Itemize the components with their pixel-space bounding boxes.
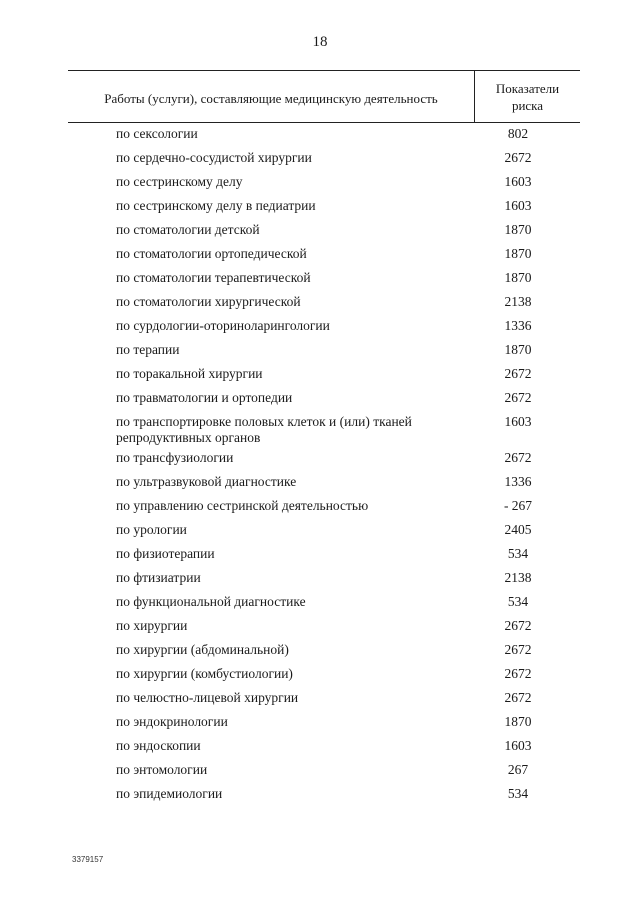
row-risk-value: 2138 (504, 294, 532, 309)
row-risk-value: - 267 (503, 498, 533, 513)
table-row (116, 412, 556, 448)
table-row (116, 268, 556, 292)
row-risk-value: 1336 (504, 474, 532, 489)
table-row (116, 520, 556, 544)
table-row (116, 196, 556, 220)
table-row (116, 220, 556, 244)
table-header (68, 70, 580, 123)
row-risk-value: 2672 (504, 390, 532, 405)
table-row (116, 568, 556, 592)
table-row (116, 148, 556, 172)
row-risk-value: 2672 (504, 690, 532, 705)
row-label: по урологии (116, 522, 187, 537)
row-label: по сурдологии-оториноларингологии (116, 318, 330, 333)
row-label: по эндоскопии (116, 738, 201, 753)
row-label: по стоматологии терапевтической (116, 270, 311, 285)
row-risk-value: 1870 (504, 714, 532, 729)
row-risk-value: 2672 (504, 366, 532, 381)
row-label: по торакальной хирургии (116, 366, 263, 381)
row-label: по стоматологии детской (116, 222, 260, 237)
row-risk-value: 1870 (504, 270, 532, 285)
row-label: по хирургии (116, 618, 188, 633)
table-row (116, 688, 556, 712)
table-row (116, 448, 556, 472)
header-risk-line1: Показатели (495, 80, 560, 96)
table-row (116, 616, 556, 640)
row-risk-value: 1603 (504, 738, 532, 753)
row-risk-value: 267 (507, 762, 529, 777)
row-label: по терапии (116, 342, 180, 357)
header-risk-line2: риска (511, 97, 544, 113)
row-risk-value: 2672 (504, 666, 532, 681)
row-label: по трансфузиологии (116, 450, 234, 465)
table-row (116, 544, 556, 568)
row-label: по фтизиатрии (116, 570, 201, 585)
row-risk-value: 802 (507, 126, 529, 141)
row-risk-value: 1603 (504, 414, 532, 429)
row-label: по эндокринологии (116, 714, 228, 729)
row-risk-value: 1870 (504, 342, 532, 357)
row-label: по сердечно-сосудистой хирургии (116, 150, 312, 165)
header-risk-column (474, 71, 580, 122)
row-label: по хирургии (комбустиологии) (116, 666, 293, 681)
row-risk-value: 534 (507, 546, 529, 561)
table-row (116, 640, 556, 664)
row-label: по травматологии и ортопедии (116, 390, 293, 405)
row-label: по управлению сестринской деятельностью (116, 498, 369, 513)
row-risk-value: 2405 (504, 522, 532, 537)
table-row (116, 784, 556, 808)
row-risk-value: 2672 (504, 150, 532, 165)
row-risk-value: 534 (507, 786, 529, 801)
row-label: по стоматологии ортопедической (116, 246, 307, 261)
row-risk-value: 2672 (504, 618, 532, 633)
table-row (116, 664, 556, 688)
table-row (116, 316, 556, 340)
table-row (116, 292, 556, 316)
row-risk-value: 1870 (504, 246, 532, 261)
page-number: 18 (312, 34, 328, 50)
row-label: по физиотерапии (116, 546, 215, 561)
table-row (116, 172, 556, 196)
document-code: 3379157 (72, 855, 104, 864)
table-row (116, 760, 556, 784)
row-label: по энтомологии (116, 762, 208, 777)
table-row (116, 592, 556, 616)
table-row (116, 124, 556, 148)
row-label: по сестринскому делу (116, 174, 243, 189)
table-row (116, 244, 556, 268)
table-row (116, 712, 556, 736)
row-risk-value: 2138 (504, 570, 532, 585)
row-label: по сексологии (116, 126, 198, 141)
row-label: по ультразвуковой диагностике (116, 474, 297, 489)
row-risk-value: 2672 (504, 642, 532, 657)
row-label: по эпидемиологии (116, 786, 223, 801)
table-row (116, 736, 556, 760)
table-body (116, 124, 556, 808)
row-risk-value: 1603 (504, 198, 532, 213)
row-risk-value: 1603 (504, 174, 532, 189)
header-work-column: Работы (услуги), составляющие медицинскую деятельность (104, 90, 438, 106)
table-row (116, 388, 556, 412)
table-row (116, 472, 556, 496)
row-risk-value: 1336 (504, 318, 532, 333)
table-row (116, 364, 556, 388)
row-label: по транспортировке половых клеток и (или) тканей репродуктивных органов (116, 414, 412, 445)
row-label: по сестринскому делу в педиатрии (116, 198, 316, 213)
row-risk-value: 1870 (504, 222, 532, 237)
row-label: по функциональной диагностике (116, 594, 306, 609)
row-label: по стоматологии хирургической (116, 294, 301, 309)
row-risk-value: 534 (507, 594, 529, 609)
row-risk-value: 2672 (504, 450, 532, 465)
table-row (116, 340, 556, 364)
table-row (116, 496, 556, 520)
row-label: по челюстно-лицевой хирургии (116, 690, 299, 705)
row-label: по хирургии (абдоминальной) (116, 642, 289, 657)
